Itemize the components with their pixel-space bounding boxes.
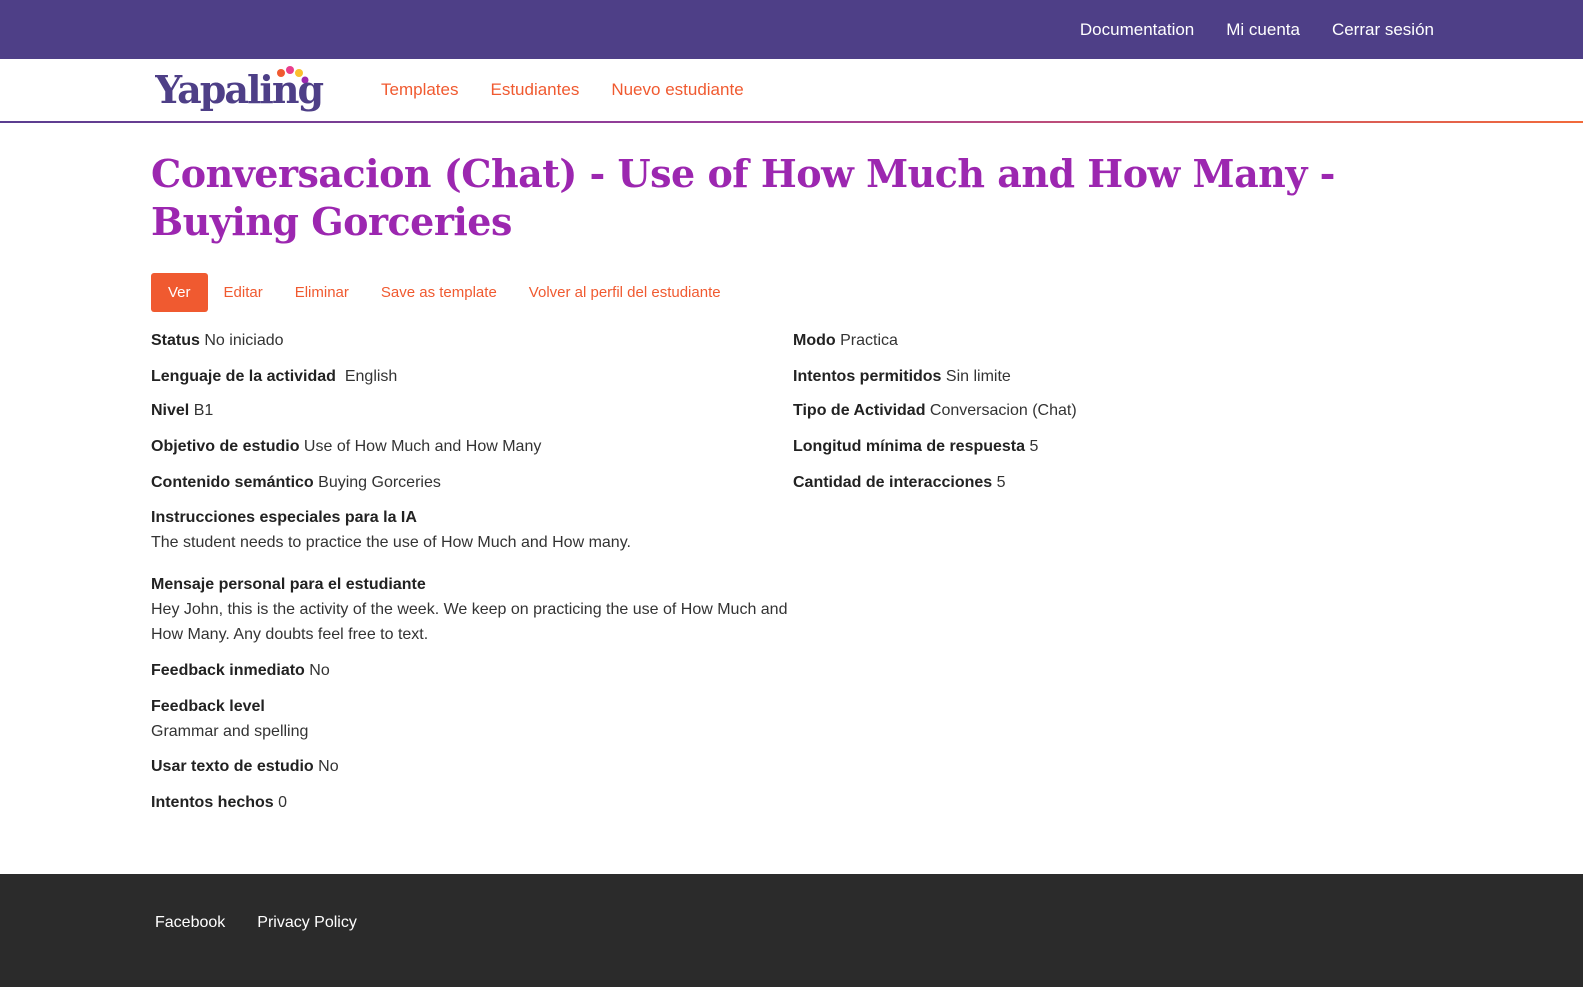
top-bar-links [1080, 0, 1434, 59]
attempts-made-label: Intentos hechos [151, 794, 274, 811]
feedback-level-value: Grammar and spelling [151, 723, 309, 740]
nav-divider [0, 121, 1583, 123]
footer-links [155, 914, 357, 932]
interactions-value: 5 [996, 474, 1006, 491]
semantic-label: Contenido semántico [151, 474, 314, 491]
ai-instructions-value: The student needs to practice the use of How Much and How many. [151, 534, 631, 551]
objective-label: Objetivo de estudio [151, 438, 300, 455]
interactions-field [793, 470, 1006, 495]
activity-type-value: Conversacion (Chat) [929, 402, 1077, 419]
facebook-link[interactable]: Facebook [155, 914, 226, 931]
semantic-value: Buying Gorceries [318, 474, 441, 491]
edit-link[interactable]: Editar [223, 284, 263, 301]
top-bar [0, 0, 1583, 59]
mode-value: Practica [840, 332, 898, 349]
level-value: B1 [193, 402, 214, 419]
language-value: English [344, 368, 398, 385]
use-study-text-value: No [318, 758, 339, 775]
mode-label: Modo [793, 332, 836, 349]
delete-link[interactable]: Eliminar [294, 284, 349, 301]
status-value: No iniciado [204, 332, 284, 349]
language-field [151, 364, 397, 389]
min-length-label: Longitud mínima de respuesta [793, 438, 1026, 455]
immediate-feedback-value: No [309, 662, 330, 679]
back-to-student-link[interactable]: Volver al perfil del estudiante [528, 284, 721, 301]
attempts-made-value: 0 [278, 794, 288, 811]
page-title: Conversacion (Chat) - Use of How Much and How Many - Buying Gorceries [151, 151, 1335, 244]
attempts-made-field [151, 790, 287, 815]
min-length-field [793, 434, 1038, 459]
min-length-value: 5 [1029, 438, 1039, 455]
action-tabs [151, 273, 753, 312]
nav-templates[interactable]: Templates [381, 80, 459, 99]
logout-link[interactable]: Cerrar sesión [1331, 19, 1434, 39]
immediate-feedback-field [151, 658, 330, 683]
language-label: Lenguaje de la actividad [151, 368, 336, 385]
documentation-link[interactable]: Documentation [1079, 19, 1195, 39]
attempts-allowed-value: Sin limite [945, 368, 1011, 385]
immediate-feedback-label: Feedback inmediato [151, 662, 305, 679]
feedback-level-field [151, 694, 308, 744]
objective-value: Use of How Much and How Many [303, 438, 542, 455]
objective-field [151, 434, 541, 459]
ai-instructions-field [151, 505, 631, 555]
nav-links [381, 59, 744, 121]
semantic-field [151, 470, 441, 495]
status-field [151, 328, 284, 353]
footer [0, 874, 1583, 987]
main-nav [0, 59, 1583, 123]
view-button[interactable]: Ver [151, 273, 208, 312]
personal-message-field [151, 572, 801, 647]
use-study-text-field [151, 754, 339, 779]
personal-message-label: Mensaje personal para el estudiante [151, 576, 426, 593]
attempts-allowed-field [793, 364, 1011, 389]
use-study-text-label: Usar texto de estudio [151, 758, 314, 775]
privacy-policy-link[interactable]: Privacy Policy [257, 914, 357, 931]
my-account-link[interactable]: Mi cuenta [1226, 19, 1300, 39]
mode-field [793, 328, 898, 353]
nav-students[interactable]: Estudiantes [490, 80, 580, 99]
ai-instructions-label: Instrucciones especiales para la IA [151, 509, 417, 526]
yapaling-logo[interactable] [155, 65, 325, 115]
personal-message-value: Hey John, this is the activity of the week. We keep on practicing the use of How Much and How Many. Any doubts feel free to text. [151, 601, 788, 643]
feedback-level-label: Feedback level [151, 698, 265, 715]
nav-new-student[interactable]: Nuevo estudiante [611, 80, 744, 99]
activity-type-label: Tipo de Actividad [793, 402, 926, 419]
save-as-template-link[interactable]: Save as template [380, 284, 497, 301]
level-field [151, 398, 213, 423]
status-label: Status [151, 332, 200, 349]
page-header [151, 150, 1431, 246]
attempts-allowed-label: Intentos permitidos [793, 368, 942, 385]
svg-text:Yapaling: Yapaling [155, 67, 323, 112]
level-label: Nivel [151, 402, 190, 419]
activity-type-field [793, 398, 1077, 423]
interactions-label: Cantidad de interacciones [793, 474, 993, 491]
